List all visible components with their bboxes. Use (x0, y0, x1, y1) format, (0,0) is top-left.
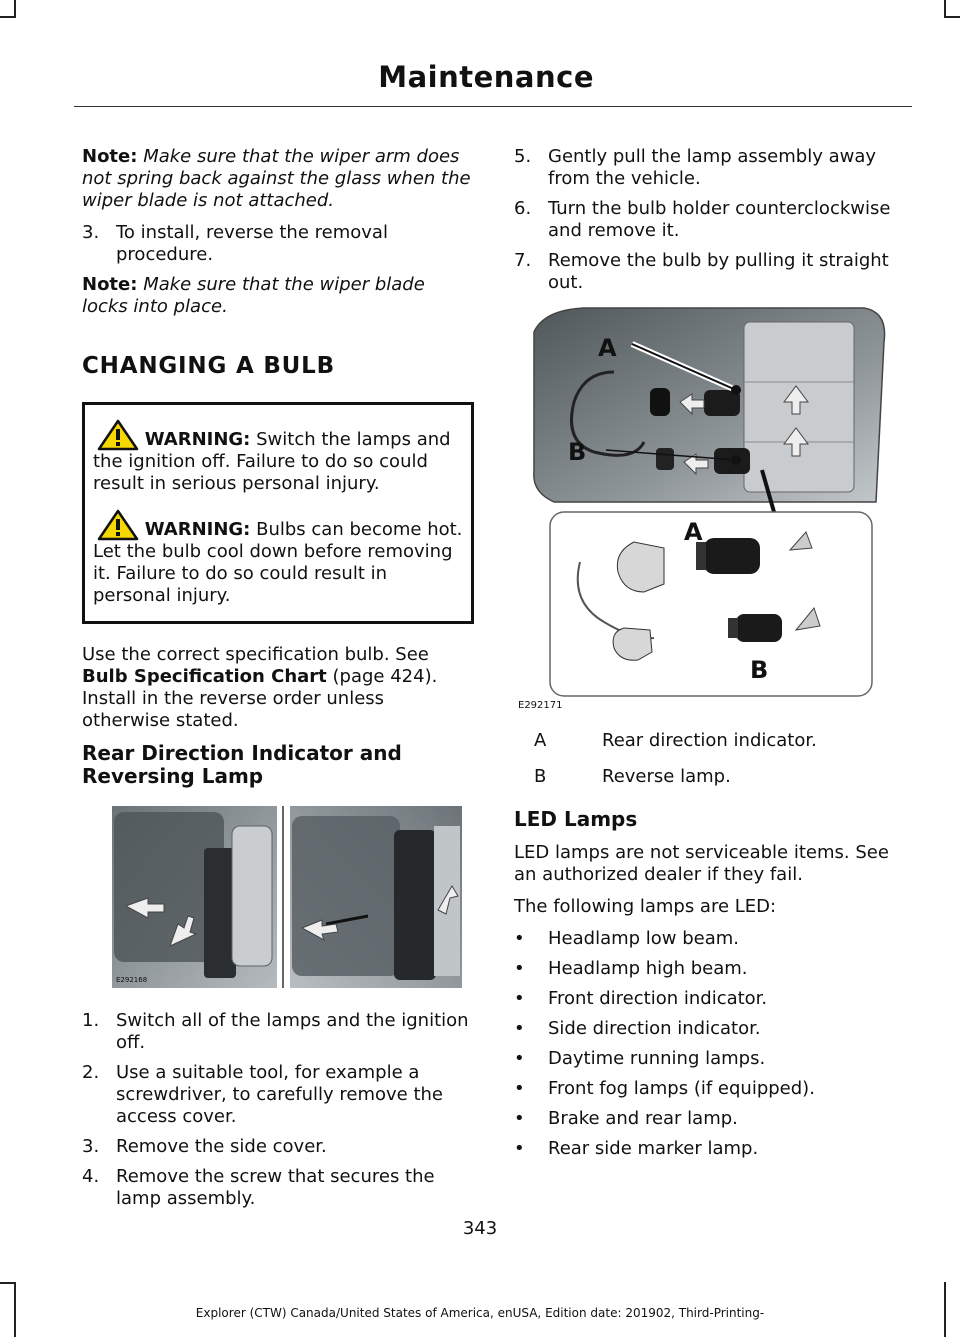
list-item-text: Side direction indicator. (548, 1018, 761, 1039)
figure-lamp-removal (112, 806, 462, 988)
step-item (82, 1062, 474, 1128)
step-number: 7. (514, 250, 532, 271)
led-intro: The following lamps are LED: (514, 896, 777, 917)
crop-mark (0, 16, 16, 18)
figure-bulb-holders (514, 302, 886, 712)
step-item (82, 1010, 474, 1054)
figure-legend (514, 730, 906, 788)
step-text: Remove the screw that secures the lamp assembly. (116, 1166, 435, 1209)
step-number: 6. (514, 198, 532, 219)
bullet: • (514, 1138, 525, 1159)
bullet: • (514, 958, 525, 979)
legend-key: A (534, 730, 547, 751)
led-list (514, 928, 906, 1160)
list-item-text: Brake and rear lamp. (548, 1108, 738, 1129)
warning-triangle-icon (97, 509, 139, 541)
page-number: 343 (462, 1218, 498, 1239)
warning-text: Bulbs can become hot. Let the bulb cool down before removing it. Failure to do so could result in personal injury. (93, 519, 463, 606)
bullet: • (514, 1108, 525, 1129)
step-item (514, 198, 906, 242)
note-wiper-arm (82, 146, 474, 212)
list-item-text: Front fog lamps (if equipped). (548, 1078, 815, 1099)
bullet: • (514, 928, 525, 949)
legend-row (514, 766, 906, 788)
subheading-led-lamps: LED Lamps (514, 807, 638, 831)
list-item (514, 1108, 906, 1130)
callout-a: A (598, 334, 617, 362)
list-item (514, 1078, 906, 1100)
list-item (514, 1138, 906, 1160)
spec-text: Use the correct specification bulb. See (82, 644, 429, 665)
legend-key: B (534, 766, 547, 787)
warning-switch-off (93, 419, 463, 495)
bullet: • (514, 1078, 525, 1099)
list-item-text: Headlamp high beam. (548, 958, 748, 979)
warning-hot-bulbs (93, 509, 463, 607)
figure-code: E292168 (116, 976, 148, 984)
left-column (82, 146, 474, 1218)
step-item (514, 146, 906, 190)
step-text: Remove the side cover. (116, 1136, 327, 1157)
note-wiper-blade (82, 274, 474, 318)
list-item-text: Daytime running lamps. (548, 1048, 766, 1069)
bullet: • (514, 988, 525, 1009)
note-text: Make sure that the wiper arm does not spring back against the glass when the wiper blade is not attached. (82, 146, 471, 211)
note-text: Make sure that the wiper blade locks into place. (82, 274, 425, 317)
subheading-rear-indicator: Rear Direction Indicator and Reversing Lamp (82, 741, 402, 788)
step-item (514, 250, 906, 294)
step-number: 3. (82, 222, 100, 243)
list-item (514, 988, 906, 1010)
warning-label: WARNING: (144, 519, 251, 540)
section-title: CHANGING A BULB (82, 353, 335, 379)
list-item-text: Front direction indicator. (548, 988, 768, 1009)
right-column (514, 146, 906, 1168)
step-text: Switch all of the lamps and the ignition off. (116, 1010, 469, 1053)
step-text: To install, reverse the removal procedure. (116, 222, 388, 265)
bullet: • (514, 1018, 525, 1039)
step-text: Turn the bulb holder counterclockwise and remove it. (548, 198, 891, 241)
bullet: • (514, 1048, 525, 1069)
inset-callout-a: A (684, 518, 703, 546)
step-text: Use a suitable tool, for example a screwdriver, to carefully remove the access cover. (116, 1062, 444, 1127)
step-number: 5. (514, 146, 532, 167)
spec-paragraph (82, 644, 474, 732)
bulb-spec-chart-link[interactable]: Bulb Specification Chart (82, 666, 327, 687)
note-label: Note: (82, 146, 138, 167)
list-item-text: Headlamp low beam. (548, 928, 740, 949)
legend-value: Rear direction indicator. (602, 730, 817, 751)
list-item (514, 1018, 906, 1040)
led-paragraph: LED lamps are not serviceable items. See an authorized dealer if they fail. (514, 842, 889, 885)
step-item (82, 1166, 474, 1210)
callout-b: B (568, 438, 587, 466)
warning-label: WARNING: (144, 429, 251, 450)
inset-callout-b: B (750, 656, 769, 684)
spec-text: Install in the reverse order unless otherwise stated. (82, 688, 385, 731)
steps-left (82, 1010, 474, 1210)
list-item (514, 1048, 906, 1070)
step-number: 3. (82, 1136, 100, 1157)
legend-value: Reverse lamp. (602, 766, 731, 787)
header-rule (74, 106, 912, 107)
warning-triangle-icon (97, 419, 139, 451)
step-text: Gently pull the lamp assembly away from the vehicle. (548, 146, 877, 189)
step-item (82, 222, 474, 266)
figure-code: E292171 (518, 700, 563, 711)
step-item (82, 1136, 474, 1158)
warning-text: Switch the lamps and the ignition off. Failure to do so could result in serious personal injury. (93, 429, 451, 494)
edition-footer: Explorer (CTW) Canada/United States of America, enUSA, Edition date: 201902, Third-Printing- (195, 1306, 765, 1320)
crop-mark (0, 1282, 16, 1284)
step-text: Remove the bulb by pulling it straight out. (548, 250, 889, 293)
legend-row (514, 730, 906, 752)
step-number: 2. (82, 1062, 100, 1083)
step-number: 1. (82, 1010, 100, 1031)
list-item-text: Rear side marker lamp. (548, 1138, 759, 1159)
warning-box (82, 402, 474, 624)
note-label: Note: (82, 274, 138, 295)
page-header-title: Maintenance (378, 60, 594, 94)
list-item (514, 958, 906, 980)
page-reference: (page 424). (332, 666, 438, 687)
crop-mark (944, 16, 960, 18)
list-item (514, 928, 906, 950)
step-number: 4. (82, 1166, 100, 1187)
